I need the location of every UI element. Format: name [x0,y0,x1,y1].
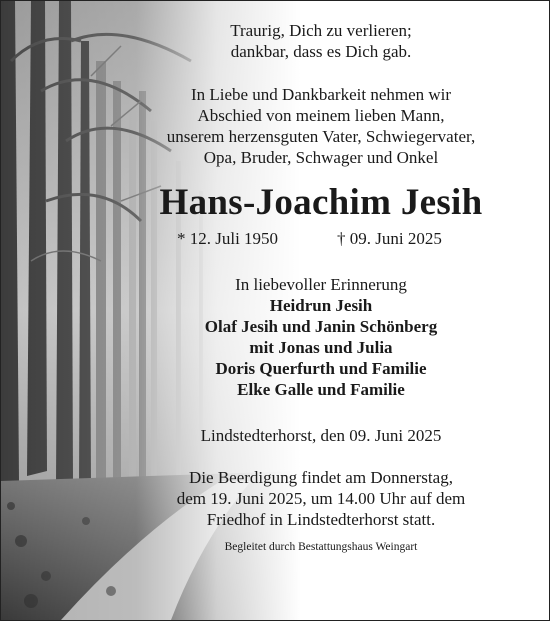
undertaker-credit: Begleitet durch Bestattungshaus Weingart [224,541,418,553]
poem-line: dankbar, dass es Dich gab. [230,42,412,61]
place-and-date: Lindstedterhorst, den 09. Juni 2025 [200,426,442,445]
mourner-name: Elke Galle und Familie [237,380,405,399]
poem-line: Traurig, Dich zu verlieren; [230,21,412,40]
mourner-name: Olaf Jesih und Janin Schönberg [204,317,438,336]
notice-text [121,1,521,554]
intro-line: unserem herzensguten Vater, Schwiegervater, [166,127,476,146]
intro-line: Opa, Bruder, Schwager und Onkel [203,148,439,167]
life-dates [121,228,521,249]
mourner-name: Heidrun Jesih [269,296,373,315]
deceased-name: Hans-Joachim Jesih [159,182,483,223]
mourners-intro: In liebevoller Erinnerung [235,275,407,294]
intro-line: In Liebe und Dankbarkeit nehmen wir [190,85,452,104]
mourner-name: mit Jonas und Julia [249,338,393,357]
intro-line: Abschied von meinem lieben Mann, [197,106,445,125]
funeral-line: Friedhof in Lindstedterhorst statt. [206,510,436,529]
birth-date: * 12. Juli 1950 [177,229,279,248]
death-date: † 09. Juni 2025 [337,229,442,248]
mourner-name: Doris Querfurth und Familie [215,359,427,378]
funeral-line: dem 19. Juni 2025, um 14.00 Uhr auf dem [176,489,466,508]
funeral-line: Die Beerdigung findet am Donnerstag, [189,468,453,487]
